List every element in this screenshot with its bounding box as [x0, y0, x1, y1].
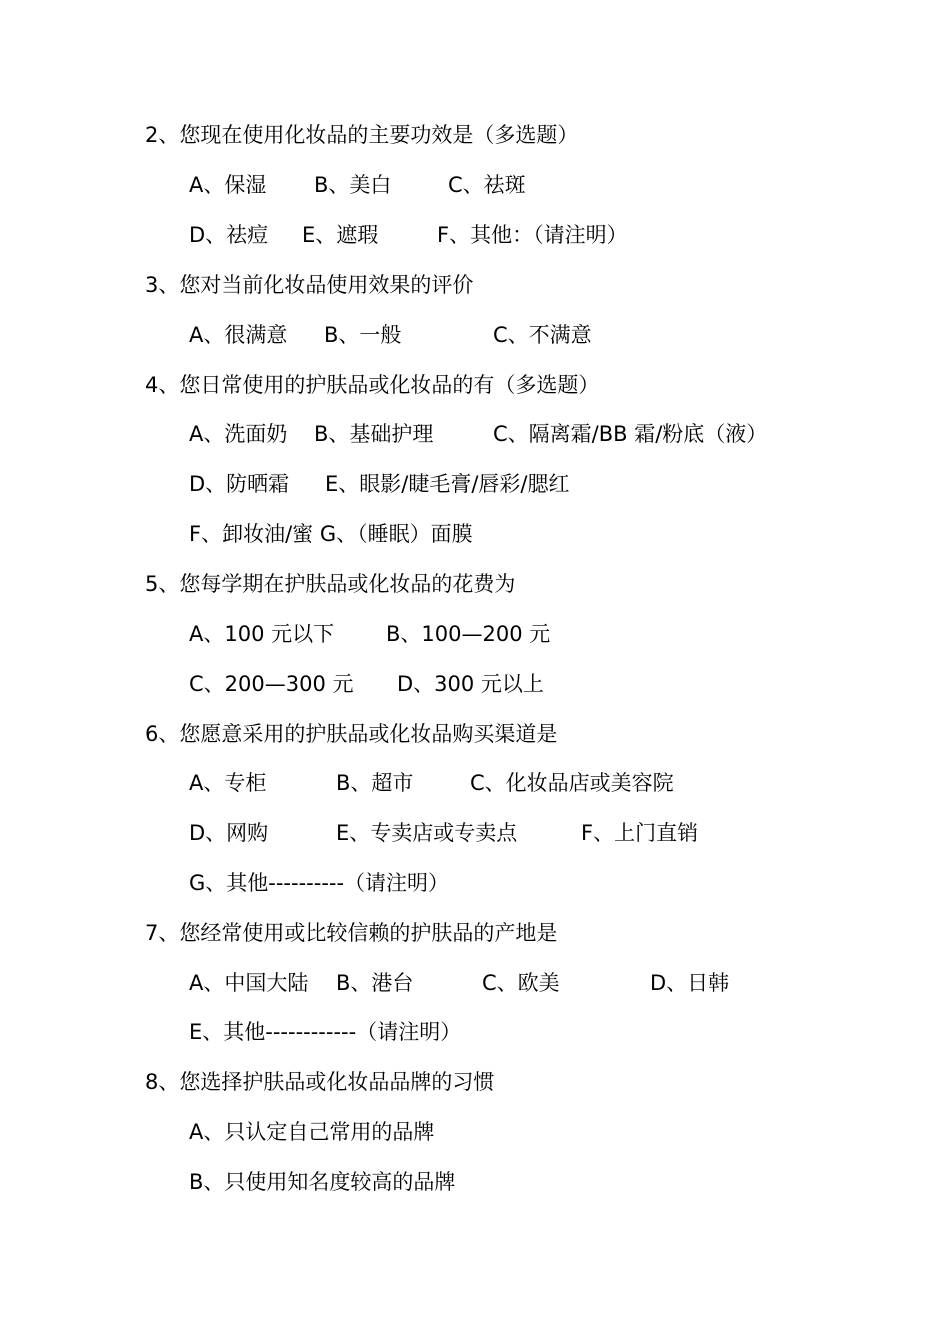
option-7c: C、欧美: [482, 971, 560, 995]
question-8: 8、您选择护肤品或化妆品品牌的习惯: [145, 1070, 495, 1094]
question-6: 6、您愿意采用的护肤品或化妆品购买渠道是: [145, 722, 558, 746]
option-7d: D、日韩: [650, 971, 730, 995]
option-2e: E、遮瑕: [302, 223, 379, 247]
option-5a: A、100 元以下: [189, 622, 335, 646]
option-5d: D、300 元以上: [397, 672, 544, 696]
option-5c: C、200—300 元: [189, 672, 354, 696]
option-4a: A、洗面奶: [189, 422, 288, 446]
option-3c: C、不满意: [493, 323, 592, 347]
option-3b: B、一般: [324, 323, 402, 347]
question-3: 3、您对当前化妆品使用效果的评价: [145, 273, 474, 297]
option-6a: A、专柜: [189, 771, 267, 795]
option-2b: B、美白: [314, 173, 392, 197]
option-6b: B、超市: [336, 771, 414, 795]
option-6c: C、化妆品店或美容院: [470, 771, 674, 795]
option-4c: C、隔离霜/BB 霜/粉底（液）: [493, 422, 768, 446]
question-2: 2、您现在使用化妆品的主要功效是（多选题）: [145, 123, 579, 147]
option-4fg: F、卸妆油/蜜 G、（睡眠）面膜: [189, 522, 473, 546]
option-4d: D、防晒霜: [189, 472, 290, 496]
option-6d: D、网购: [189, 821, 269, 845]
option-2d: D、祛痘: [189, 223, 269, 247]
option-4b: B、基础护理: [314, 422, 434, 446]
option-7e: E、其他------------（请注明）: [189, 1020, 462, 1044]
option-2a: A、保湿: [189, 173, 267, 197]
option-8b: B、只使用知名度较高的品牌: [189, 1170, 456, 1194]
option-7a: A、中国大陆: [189, 971, 309, 995]
option-4e: E、眼影/睫毛膏/唇彩/腮红: [325, 472, 570, 496]
option-5b: B、100—200 元: [386, 622, 551, 646]
option-6g: G、其他----------（请注明）: [189, 871, 450, 895]
question-7: 7、您经常使用或比较信赖的护肤品的产地是: [145, 921, 558, 945]
option-7b: B、港台: [336, 971, 414, 995]
option-6e: E、专卖店或专卖点: [336, 821, 518, 845]
option-2f: F、其他：（请注明）: [437, 223, 628, 247]
question-4: 4、您日常使用的护肤品或化妆品的有（多选题）: [145, 373, 600, 397]
option-6f: F、上门直销: [581, 821, 699, 845]
option-8a: A、只认定自己常用的品牌: [189, 1120, 435, 1144]
option-2c: C、祛斑: [448, 173, 526, 197]
question-5: 5、您每学期在护肤品或化妆品的花费为: [145, 572, 516, 596]
option-3a: A、很满意: [189, 323, 288, 347]
